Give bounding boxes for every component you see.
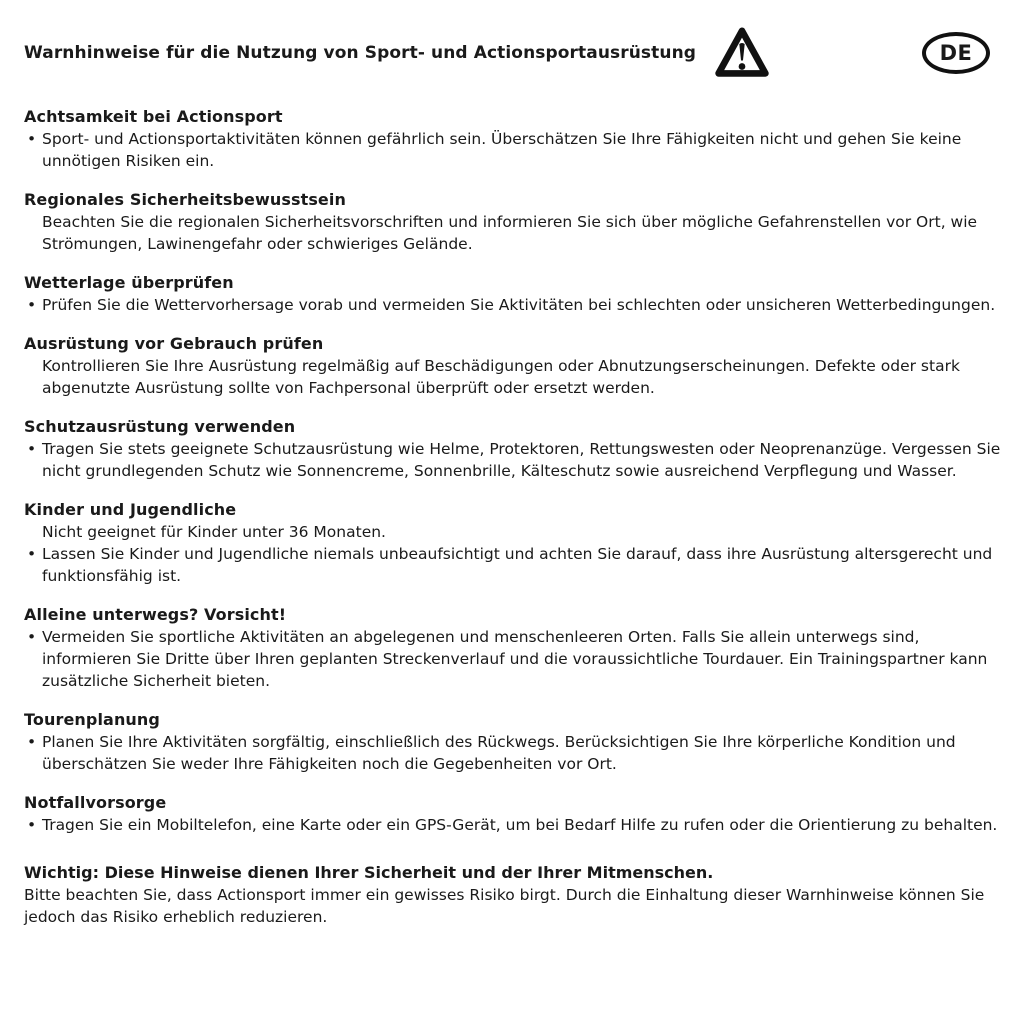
bullet-list-item — [24, 626, 1006, 692]
bullet-marker: • — [27, 733, 37, 751]
bullet-marker: • — [27, 628, 37, 646]
section-heading: Tourenplanung — [24, 710, 160, 729]
section-heading: Kinder und Jugendliche — [24, 500, 237, 519]
warning-section — [24, 333, 1006, 399]
bullet-marker: • — [27, 296, 37, 314]
section-heading: Regionales Sicherheitsbewusstsein — [24, 190, 346, 209]
bullet-list-item — [24, 814, 1006, 836]
bullet-marker: • — [27, 545, 37, 563]
section-heading: Achtsamkeit bei Actionsport — [24, 107, 283, 126]
bullet-list-item — [24, 438, 1006, 482]
bullet-marker: • — [27, 440, 37, 458]
warning-section — [24, 792, 1006, 836]
item-text: Tragen Sie stets geeignete Schutzausrüstung wie Helme, Protektoren, Rettungswesten oder Neoprenanzüge. Vergessen Sie nicht grundlegenden Schutz wie Sonnencreme, Sonnenbrille, Kälteschutz sowie ausreichend Verpflegung und Wasser. — [42, 440, 1001, 480]
document-footer — [24, 862, 1006, 928]
warning-section — [24, 416, 1006, 482]
bullet-list-item — [24, 543, 1006, 587]
bullet-list-item — [24, 128, 1006, 172]
warning-triangle-icon — [712, 23, 772, 83]
warning-section — [24, 709, 1006, 775]
section-heading: Schutzausrüstung verwenden — [24, 417, 296, 436]
de-language-badge — [922, 32, 990, 74]
warning-section — [24, 106, 1006, 172]
item-text: Tragen Sie ein Mobiltelefon, eine Karte oder ein GPS-Gerät, um bei Bedarf Hilfe zu rufen oder die Orientierung zu behalten. — [42, 816, 998, 834]
page-title: Warnhinweise für die Nutzung von Sport- und Actionsportausrüstung — [24, 43, 697, 63]
plain-list-item — [24, 211, 1006, 255]
bullet-marker: • — [27, 130, 37, 148]
item-text: Planen Sie Ihre Aktivitäten sorgfältig, einschließlich des Rückwegs. Berücksichtigen Sie Ihre körperliche Kondition und überschätzen Sie weder Ihre Fähigkeiten noch die Gegebenheiten vor Ort. — [42, 733, 956, 773]
bullet-list-item — [24, 294, 1006, 316]
warning-section — [24, 499, 1006, 587]
item-text: Kontrollieren Sie Ihre Ausrüstung regelmäßig auf Beschädigungen oder Abnutzungserscheinungen. Defekte oder stark abgenutzte Ausrüstung sollte von Fachpersonal überprüft oder ersetzt werden. — [42, 357, 960, 397]
section-heading: Notfallvorsorge — [24, 793, 167, 812]
sections-container — [24, 106, 1006, 836]
item-text: Prüfen Sie die Wettervorhersage vorab und vermeiden Sie Aktivitäten bei schlechten oder unsicheren Wetterbedingungen. — [42, 296, 996, 314]
warning-section — [24, 272, 1006, 316]
section-heading: Alleine unterwegs? Vorsicht! — [24, 605, 287, 624]
item-text: Nicht geeignet für Kinder unter 36 Monaten. — [42, 523, 386, 541]
footer-heading: Wichtig: Diese Hinweise dienen Ihrer Sicherheit und der Ihrer Mitmenschen. — [24, 863, 714, 882]
item-text: Sport- und Actionsportaktivitäten können gefährlich sein. Überschätzen Sie Ihre Fähigkeiten nicht und gehen Sie keine unnötigen Risiken ein. — [42, 130, 962, 170]
warning-section — [24, 189, 1006, 255]
document-header — [24, 16, 1006, 90]
plain-list-item — [24, 355, 1006, 399]
bullet-marker: • — [27, 816, 37, 834]
section-heading: Wetterlage überprüfen — [24, 273, 234, 292]
plain-list-item — [24, 521, 1006, 543]
footer-text: Bitte beachten Sie, dass Actionsport immer ein gewisses Risiko birgt. Durch die Einhaltung dieser Warnhinweise können Sie jedoch das Risiko erheblich reduzieren. — [24, 886, 985, 926]
item-text: Beachten Sie die regionalen Sicherheitsvorschriften und informieren Sie sich über mögliche Gefahrenstellen vor Ort, wie Strömungen, Lawinengefahr oder schwieriges Gelände. — [42, 213, 978, 253]
bullet-list-item — [24, 731, 1006, 775]
item-text: Vermeiden Sie sportliche Aktivitäten an abgelegenen und menschenleeren Orten. Falls Sie allein unterwegs sind, informieren Sie Dritte über Ihren geplanten Streckenverlauf und die voraussichtliche Tourdauer. Ein Trainingspartner kann zusätzliche Sicherheit bieten. — [42, 628, 988, 690]
item-text: Lassen Sie Kinder und Jugendliche niemals unbeaufsichtigt und achten Sie darauf, dass ihre Ausrüstung altersgerecht und funktionsfähig ist. — [42, 545, 993, 585]
section-heading: Ausrüstung vor Gebrauch prüfen — [24, 334, 324, 353]
warning-section — [24, 604, 1006, 692]
de-language-badge-label: DE — [939, 41, 973, 65]
